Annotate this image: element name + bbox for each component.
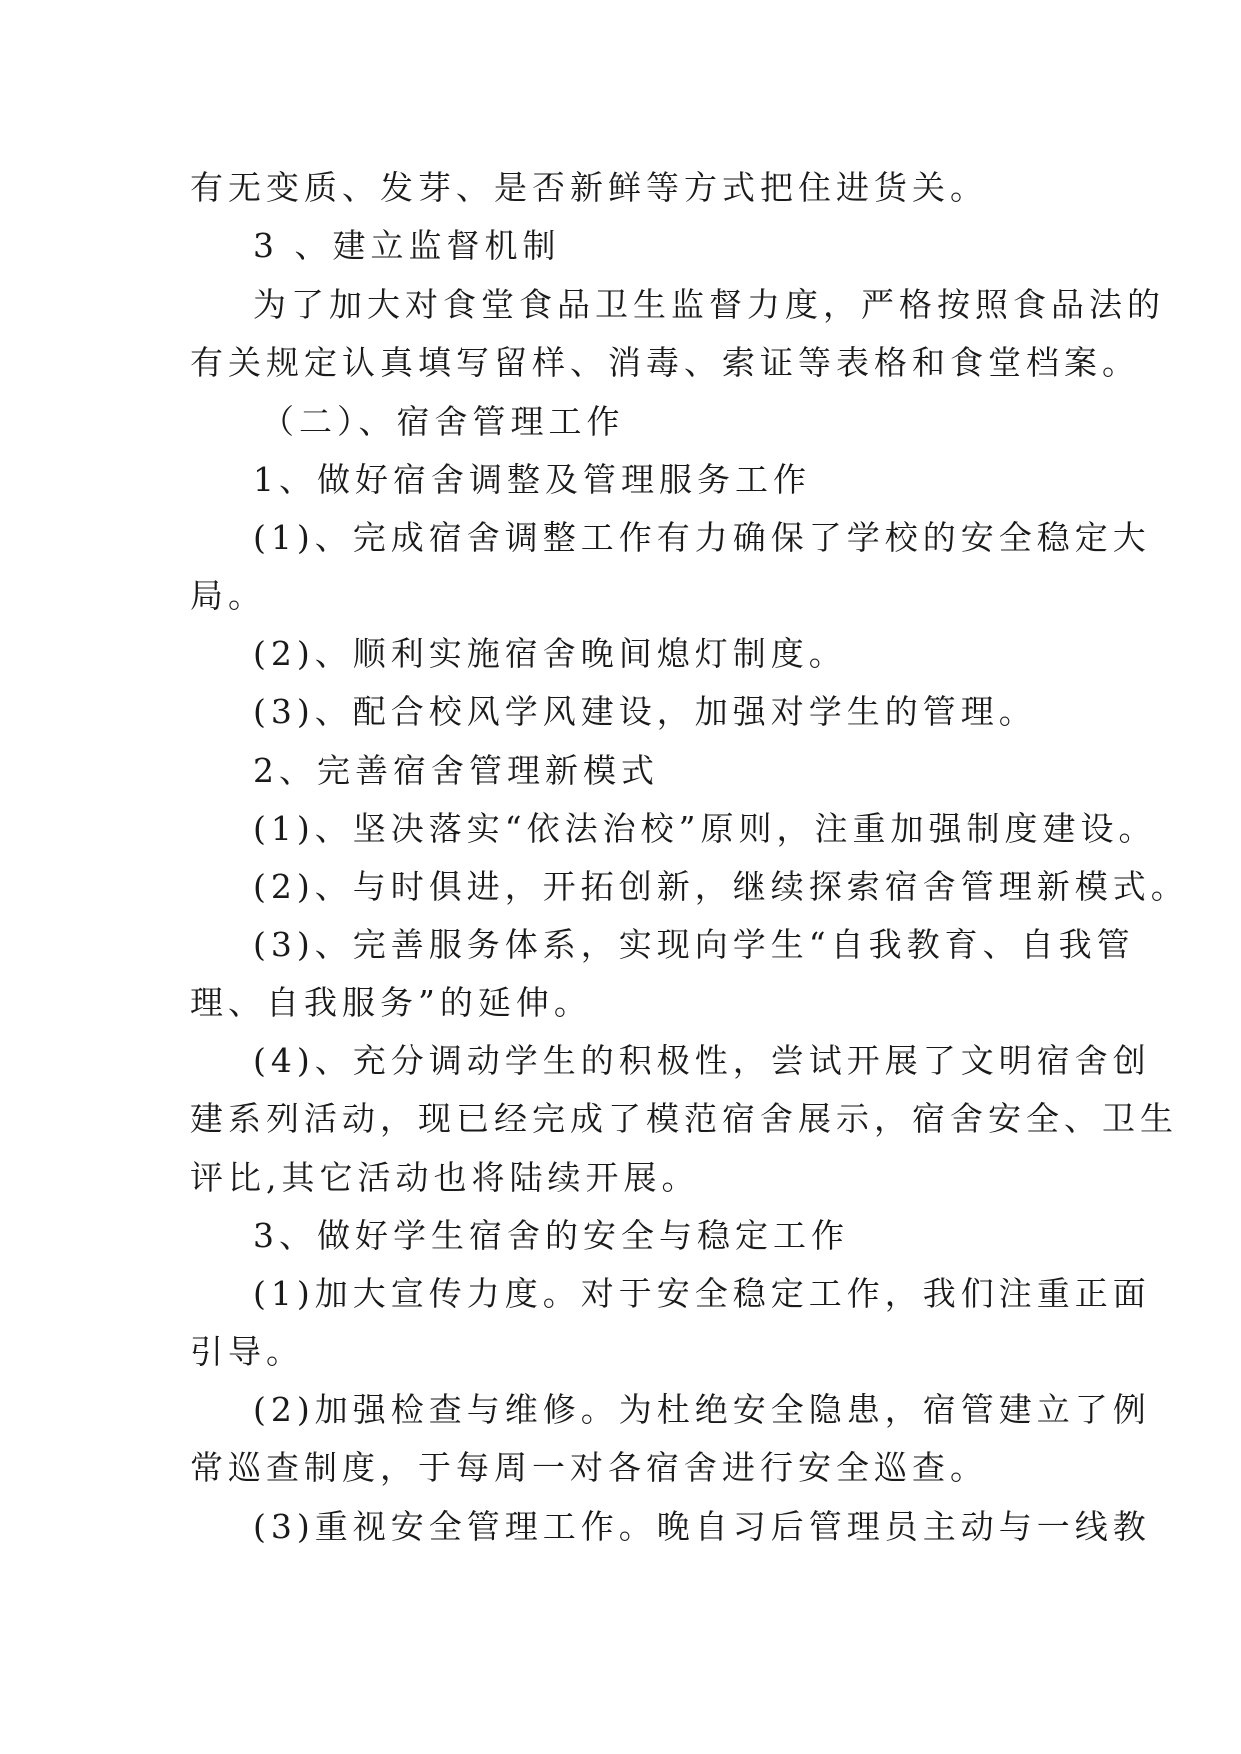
text-line: 有关规定认真填写留样、消毒、索证等表格和食堂档案。 — [190, 343, 1140, 382]
text-line: (1)加大宣传力度。对于安全稳定工作，我们注重正面 — [253, 1274, 1151, 1313]
text-line: 有无变质、发芽、是否新鲜等方式把住进货关。 — [190, 168, 988, 207]
text-line: (2)、与时俱进，开拓创新，继续探索宿舍管理新模式。 — [253, 867, 1189, 906]
text-line: (3)、配合校风学风建设，加强对学生的管理。 — [253, 692, 1037, 731]
section-heading: 2、完善宿舍管理新模式 — [253, 751, 659, 790]
section-heading: （二）、宿舍管理工作 — [261, 402, 625, 441]
text-line: (3)、完善服务体系，实现向学生“自我教育、自我管 — [253, 925, 1135, 964]
section-heading: 1、做好宿舍调整及管理服务工作 — [253, 460, 811, 499]
section-heading: 3 、建立监督机制 — [253, 226, 561, 265]
section-heading: 3、做好学生宿舍的安全与稳定工作 — [253, 1216, 849, 1255]
text-line: 局。 — [190, 576, 266, 615]
text-line: (4)、充分调动学生的积极性，尝试开展了文明宿舍创 — [253, 1041, 1151, 1080]
text-line: (1)、坚决落实“依法治校”原则，注重加强制度建设。 — [253, 809, 1157, 848]
text-line: 引导。 — [190, 1332, 304, 1371]
text-line: (2)加强检查与维修。为杜绝安全隐患，宿管建立了例 — [253, 1390, 1151, 1429]
text-line: 理、自我服务”的延伸。 — [190, 983, 592, 1022]
text-line: 评比,其它活动也将陆续开展。 — [190, 1158, 700, 1197]
text-line: (3)重视安全管理工作。晚自习后管理员主动与一线教 — [253, 1507, 1151, 1546]
text-line: 为了加大对食堂食品卫生监督力度，严格按照食品法的 — [253, 285, 1165, 324]
text-line: (1)、完成宿舍调整工作有力确保了学校的安全稳定大 — [253, 518, 1151, 557]
text-line: 建系列活动，现已经完成了模范宿舍展示，宿舍安全、卫生 — [190, 1099, 1178, 1138]
text-line: (2)、顺利实施宿舍晚间熄灯制度。 — [253, 634, 847, 673]
text-line: 常巡查制度，于每周一对各宿舍进行安全巡查。 — [190, 1448, 988, 1487]
